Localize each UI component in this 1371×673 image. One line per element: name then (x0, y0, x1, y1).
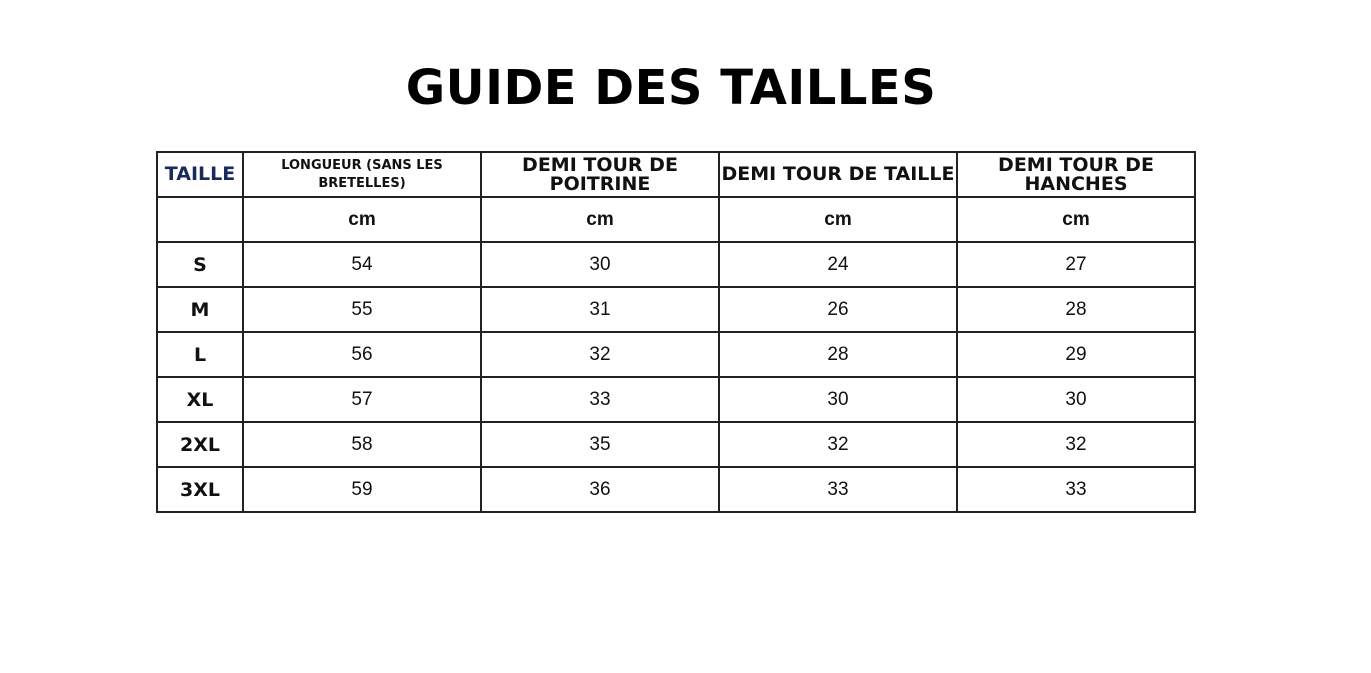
value-cell: 59 (243, 467, 481, 512)
size-label: M (157, 287, 243, 332)
value-cell: 32 (481, 332, 719, 377)
value-cell: 36 (481, 467, 719, 512)
value-cell: 57 (243, 377, 481, 422)
value-cell: 30 (719, 377, 957, 422)
value-cell: 55 (243, 287, 481, 332)
table-row (157, 242, 1195, 287)
header-taille-tour: DEMI TOUR DE TAILLE (719, 152, 957, 197)
table-row (157, 467, 1195, 512)
header-longueur: LONGUEUR (SANS LES BRETELLES) (243, 152, 481, 197)
table-row (157, 422, 1195, 467)
value-cell: 29 (957, 332, 1195, 377)
value-cell: 58 (243, 422, 481, 467)
unit-cell: cm (481, 197, 719, 242)
value-cell: 31 (481, 287, 719, 332)
unit-cell (157, 197, 243, 242)
unit-cell: cm (957, 197, 1195, 242)
value-cell: 32 (957, 422, 1195, 467)
value-cell: 33 (719, 467, 957, 512)
value-cell: 30 (957, 377, 1195, 422)
unit-cell: cm (719, 197, 957, 242)
unit-cell: cm (243, 197, 481, 242)
header-hanches: DEMI TOUR DE HANCHES (957, 152, 1195, 197)
value-cell: 27 (957, 242, 1195, 287)
unit-row (157, 197, 1195, 242)
page-title: GUIDE DES TAILLES (405, 60, 937, 116)
value-cell: 54 (243, 242, 481, 287)
size-guide-table (156, 151, 1196, 513)
value-cell: 28 (719, 332, 957, 377)
value-cell: 33 (957, 467, 1195, 512)
value-cell: 32 (719, 422, 957, 467)
size-label: 2XL (157, 422, 243, 467)
value-cell: 26 (719, 287, 957, 332)
value-cell: 35 (481, 422, 719, 467)
value-cell: 56 (243, 332, 481, 377)
value-cell: 33 (481, 377, 719, 422)
header-row (157, 152, 1195, 197)
value-cell: 24 (719, 242, 957, 287)
header-poitrine: DEMI TOUR DE POITRINE (481, 152, 719, 197)
table-row (157, 377, 1195, 422)
value-cell: 30 (481, 242, 719, 287)
table-row (157, 287, 1195, 332)
value-cell: 28 (957, 287, 1195, 332)
size-label: 3XL (157, 467, 243, 512)
size-label: L (157, 332, 243, 377)
table-row (157, 332, 1195, 377)
size-label: XL (157, 377, 243, 422)
header-taille: TAILLE (157, 152, 243, 197)
size-label: S (157, 242, 243, 287)
